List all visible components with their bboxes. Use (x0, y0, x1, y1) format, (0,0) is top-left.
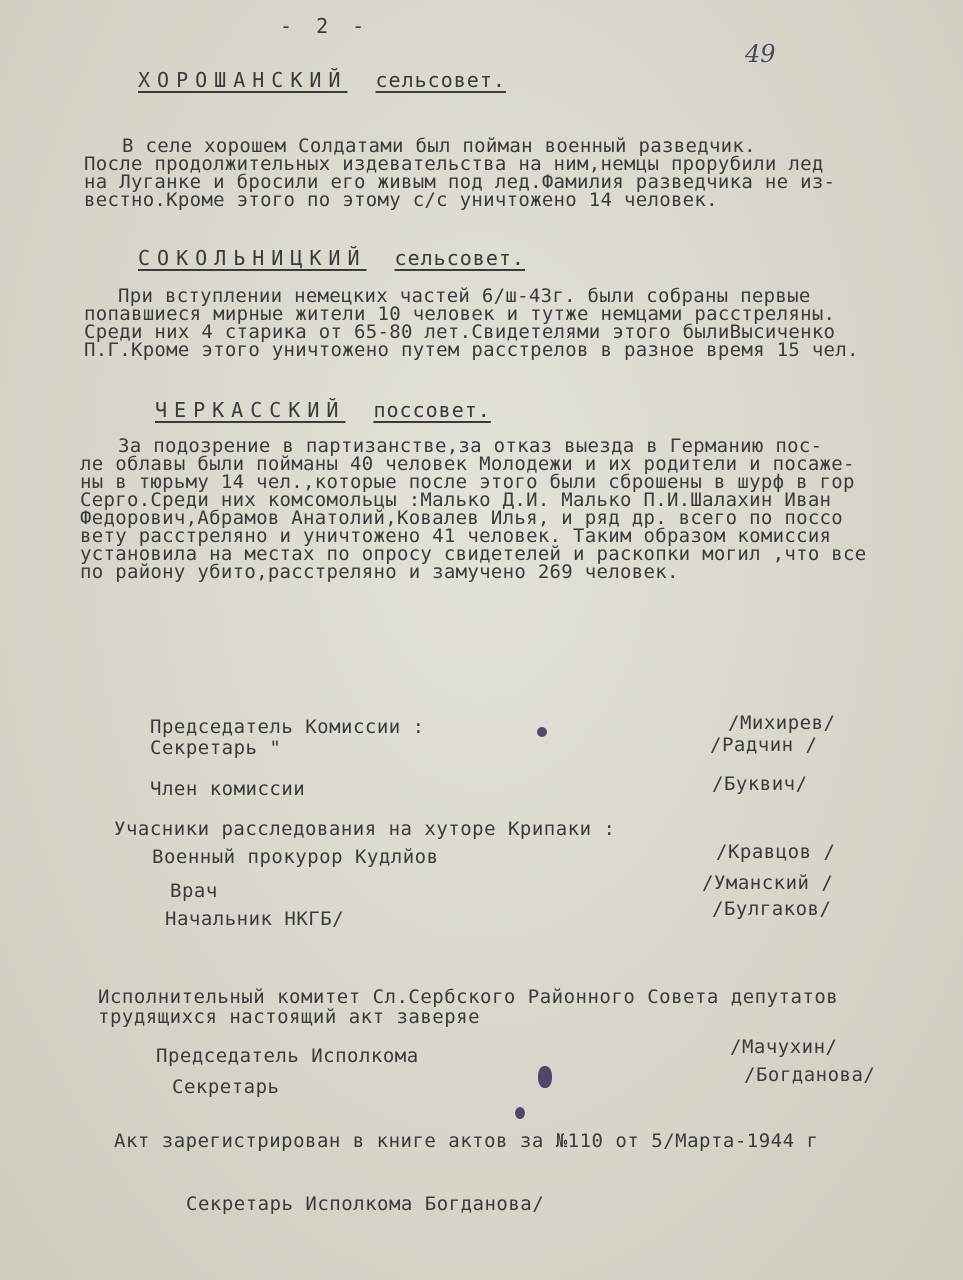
section-heading-3 (155, 398, 491, 422)
paragraph-line: попавшиеся мирные жители 10 человек и тутже немцами расстреляны. (84, 303, 836, 325)
investigator-role: Врач (170, 880, 218, 902)
section-heading-main: ХОРОШАНСКИЙ (138, 68, 348, 92)
paragraph-line: После продолжительных издевательства на ним,немцы прорубили лед (84, 153, 824, 175)
investigation-header: Учасники расследования на хуторе Крипаки : (114, 818, 616, 840)
paragraph-line: ле облавы были пойманы 40 человек Молодежи и их родители и посаже- (80, 453, 855, 475)
certification-line: Исполнительный комитет Сл.Сербского Районного Совета депутатов (98, 986, 839, 1008)
executive-name: /Мачухин/ (730, 1036, 838, 1058)
paragraph-line: В селе хорошем Солдатами был пойман военный разведчик. (122, 135, 756, 157)
paragraph-line: За подозрение в партизанстве,за отказ выезда в Германию пос- (118, 435, 823, 457)
final-signature: Секретарь Исполкома Богданова/ (186, 1193, 545, 1215)
paragraph-line: Федорович,Абрамов Анатолий,Ковалев Илья, и ряд др. всего по поссо (80, 507, 844, 529)
paragraph-line: П.Г.Кроме этого уничтожено путем расстрелов в разное время 15 чел. (84, 339, 859, 361)
signature-role: Секретарь " (150, 737, 282, 759)
executive-role: Секретарь (172, 1076, 280, 1098)
section-heading-main: ЧЕРКАССКИЙ (155, 398, 346, 422)
registration-line: Акт зарегистрирован в книге актов за №110 от 5/Марта-1944 г (114, 1130, 819, 1152)
signature-name: /Михирев/ (728, 712, 836, 734)
executive-role: Председатель Исполкома (156, 1045, 419, 1067)
section-heading-1 (138, 68, 506, 92)
paragraph-line: ны в тюрьму 14 чел.,которые после этого были сброшены в шурф в гор (80, 471, 855, 493)
section-heading-sub: поссовет. (373, 398, 491, 422)
investigator-role: Начальник НКГБ/ (165, 908, 345, 930)
paragraph-line: вету расстреляно и уничтожено 41 человек. Таким образом комиссия (80, 525, 832, 547)
paragraph-line: на Луганке и бросили его живым под лед.Фамилия разведчика не из- (84, 171, 836, 193)
investigator-role: Военный прокурор Кудлйов (152, 846, 439, 868)
investigator-name: /Булгаков/ (712, 898, 832, 920)
paragraph-line: При вступлении немецких частей 6/ш-43г. были собраны первые (118, 285, 811, 307)
section-heading-sub: сельсовет. (375, 68, 506, 92)
paragraph-line: вестно.Кроме этого по этому с/с уничтожено 14 человек. (84, 189, 718, 211)
signature-role: Член комиссии (150, 778, 306, 800)
ink-blot (538, 1066, 552, 1088)
paragraph-line: Среди них 4 старика от 65-80 лет.Свидетелями этого былиВысиченко (84, 321, 836, 343)
handwritten-page-number: 49 (745, 40, 776, 68)
signature-name: /Радчин / (710, 734, 818, 756)
paragraph-line: установила на местах по опросу свидетелей и раскопки могил ,что все (80, 543, 867, 565)
executive-name: /Богданова/ (744, 1064, 876, 1086)
page-number: - 2 - (280, 14, 371, 38)
paragraph-line: по району убито,расстреляно и замучено 269 человек. (80, 561, 679, 583)
signature-role: Председатель Комиссии : (150, 716, 425, 738)
investigator-name: /Кравцов / (716, 841, 836, 863)
section-heading-main: СОКОЛЬНИЦКИЙ (138, 246, 367, 270)
section-heading-sub: сельсовет. (394, 246, 525, 270)
ink-dot (537, 727, 547, 737)
certification-line: трудящихся настоящий акт заверяе (98, 1006, 481, 1028)
section-heading-2 (138, 246, 525, 270)
investigator-name: /Уманский / (702, 872, 834, 894)
ink-dot (515, 1107, 525, 1119)
paragraph-line: Серго.Среди них комсомольцы :Малько Д.И. Малько П.И.Шалахин Иван (80, 489, 832, 511)
signature-name: /Буквич/ (712, 773, 808, 795)
